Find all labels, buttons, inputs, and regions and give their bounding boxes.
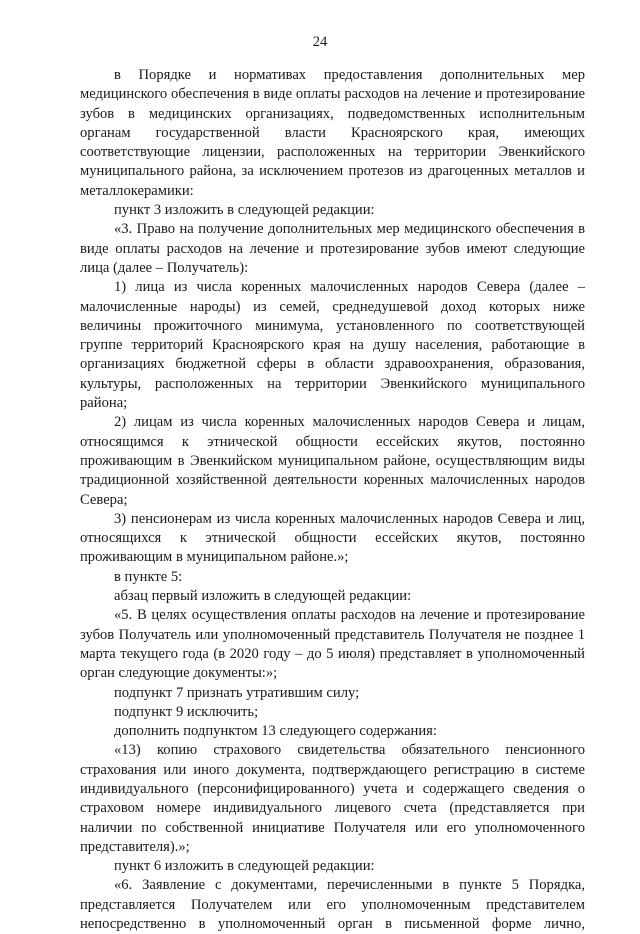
paragraph-item5-first-para: абзац первый изложить в следующей редакции: (114, 588, 412, 605)
document-body (80, 66, 585, 934)
paragraph-subitem13-text: «13) копию страхового свидетельства обязательного пенсионного страхования или иного документа, подтверждающего регистрацию в системе индивидуального (персонифицированного) учета и содержащего сведения о страховом номере индивидуального лицевого счета (представляется при наличии по собственной инициативе Получателя или его уполномоченного представителя).»; (80, 742, 585, 855)
page-number: 24 (312, 34, 328, 50)
paragraph-intro: в Порядке и нормативах предоставления дополнительных мер медицинского обеспечения в виде оплаты расходов на лечение и протезирование зубов в медицинских организациях, подведомственных исполнительным органам государственной власти Красноярского края, имеющих соответствующие лицензии, расположенных на территории Эвенкийского муниципального района, за исключением протезов из драгоценных металлов и металлокерамики: (80, 67, 585, 199)
paragraph-subitem7: подпункт 7 признать утратившим силу; (114, 684, 360, 701)
paragraph-subitem-2: 2) лицам из числа коренных малочисленных народов Севера и лицам, относящимся к этнической общности ессейских якутов, постоянно проживающим в Эвенкийском муниципальном районе, осуществляющим виды традиционной хозяйственной деятельности коренных малочисленных народов Севера; (80, 414, 585, 508)
paragraph-item5-text: «5. В целях осуществления оплаты расходов на лечение и протезирование зубов Получатель или уполномоченный представитель Получателя не позднее 1 марта текущего года (в 2020 году – до 5 июля) представляет в уполномоченный орган следующие документы:»; (80, 607, 585, 682)
paragraph-item3-heading: пункт 3 изложить в следующей редакции: (114, 202, 375, 219)
paragraph-subitem-3: 3) пенсионерам из числа коренных малочисленных народов Севера и лиц, относящихся к этнической общности ессейских якутов, постоянно проживающим в муниципальном районе.»; (80, 510, 585, 566)
paragraph-item6-text: «6. Заявление с документами, перечисленными в пункте 5 Порядка, представляется Получателем или его уполномоченным представителем непосредственно в уполномоченный орган в письменной форме лично, (80, 877, 585, 933)
paragraph-subitem9: подпункт 9 исключить; (114, 703, 259, 720)
paragraph-subitem-1: 1) лица из числа коренных малочисленных народов Севера (далее – малочисленные народы) из семей, среднедушевой доход которых ниже величины прожиточного минимума, установленного по соответствующей группе территорий Красноярского края на душу населения, работающие в организациях бюджетной сферы в области здравоохранения, образования, культуры, расположенных на территории Эвенкийского муниципального района; (80, 279, 585, 412)
paragraph-item3-text: «3. Право на получение дополнительных мер медицинского обеспечения в виде оплаты расходов на лечение и протезирование зубов имеют следующие лица (далее – Получатель): (80, 221, 585, 276)
paragraph-item5-heading: в пункте 5: (114, 568, 183, 585)
paragraph-subitem13-heading: дополнить подпунктом 13 следующего содержания: (114, 723, 437, 740)
paragraph-item6-heading: пункт 6 изложить в следующей редакции: (114, 858, 375, 875)
